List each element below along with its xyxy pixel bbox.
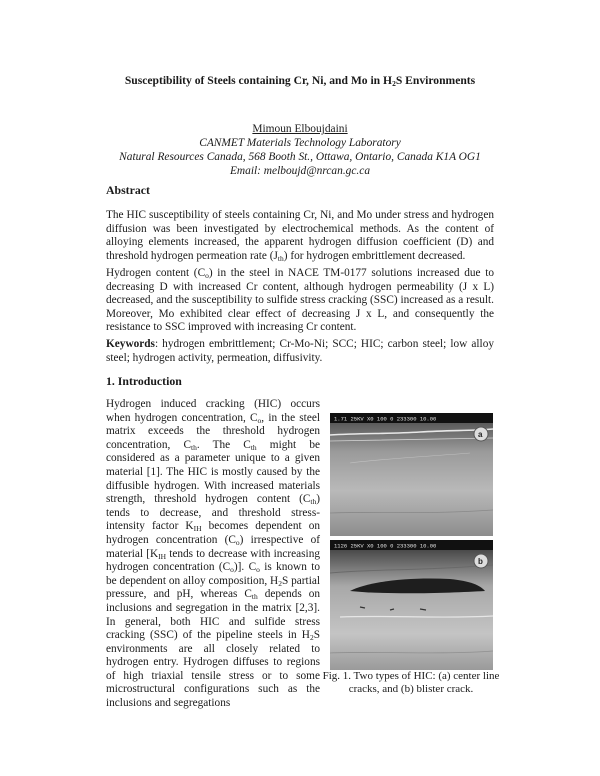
introduction-heading: 1. Introduction [106,374,182,388]
panel-a-header: 1.71 25KV X0 100 0 233300 10.00 [334,415,437,423]
panel-a [330,413,493,536]
keywords-list: : hydrogen embrittlement; Cr-Mo-Ni; SCC; HIC; carbon steel; low alloy steel; hydrogen activity, permeation, diffusivity. [106,338,494,364]
panel-b-header: 1126 25KV X0 100 0 233300 10.00 [334,542,437,550]
affiliation-address: Natural Resources Canada, 568 Booth St., Ottawa, Ontario, Canada K1A OG1 [119,151,481,163]
author-name: Mimoun Elboujdaini [252,123,348,135]
introduction-paragraph: Hydrogen induced cracking (HIC) occurs when hydrogen concentration, $C_o$, in the steel matrix exceeds the threshold hydrogen concentration, $C_{th}$. The $C_{th}$ might be considered as a parameter unique to a given material [1]. The HIC is mostly caused by the diffusible hydrogen. With increased materials strength, threshold hydrogen content $(C_{th})$ tends to decrease, and threshold stress-intensity factor $K_{IH}$ becomes dependent on hydrogen concentration $(C_o)$ irrespective of material [$K_{IH}$ tends to decrease with increasing hydrogen concentration $(C_o)$]. $C_o$ is known to be dependent on alloy composition, $H_2S$ partial pressure, and pH, whereas $C_{th}$ depends on inclusions and segregation in the matrix [2,3]. In general, both HIC and sulfide stress cracking (SSC) of the pipeline steels in $H_2S$ environments are all closely related to hydrogen entry. Hydrogen diffuses to regions of high triaxial tensile stress or to some microstructural configurations such as the inclusions and segregations [106,398,321,710]
micrograph-image [330,413,493,670]
abstract-paragraph-1: The HIC susceptibility of steels containing Cr, Ni, and Mo under stress and hydrogen diffusion was been investigated by electrochemical methods. As the content of alloying elements increased, the apparent hydrogen diffusion coefficient (D) and threshold hydrogen permeation rate $(J_{th})$ for hydrogen embrittlement decreased. [106,209,494,263]
abstract-paragraph-2: Hydrogen content $(C_o)$ in the steel in NACE TM-0177 solutions increased due to decreasing D with increased Cr content, although hydrogen permeability (J x L) decreased, and the susceptibility to sulfide stress cracking (SSC) increased as a result. Moreover, Mo exhibited clear effect of decreasing J x L, and consequently the resistance to SSC improved with increasing Cr content. [106,267,494,334]
figure-caption: Fig. 1. Two types of HIC: (a) center line cracks, and (b) blister crack. [322,670,500,696]
keywords-label: Keywords [106,338,155,350]
panel-b-label: b [478,557,483,566]
paper-title: Susceptibility of Steels containing Cr, Ni, and Mo in $H_2S$ Environments [124,74,476,88]
affiliation-lab: CANMET Materials Technology Laboratory [199,137,401,149]
panel-a-label: a [478,430,483,439]
keywords-paragraph [106,338,494,365]
abstract-heading: Abstract [106,183,150,197]
hic-micrograph-figure [330,413,493,670]
author-email: Email: melboujd@nrcan.gc.ca [229,165,371,177]
panel-b [330,540,493,670]
